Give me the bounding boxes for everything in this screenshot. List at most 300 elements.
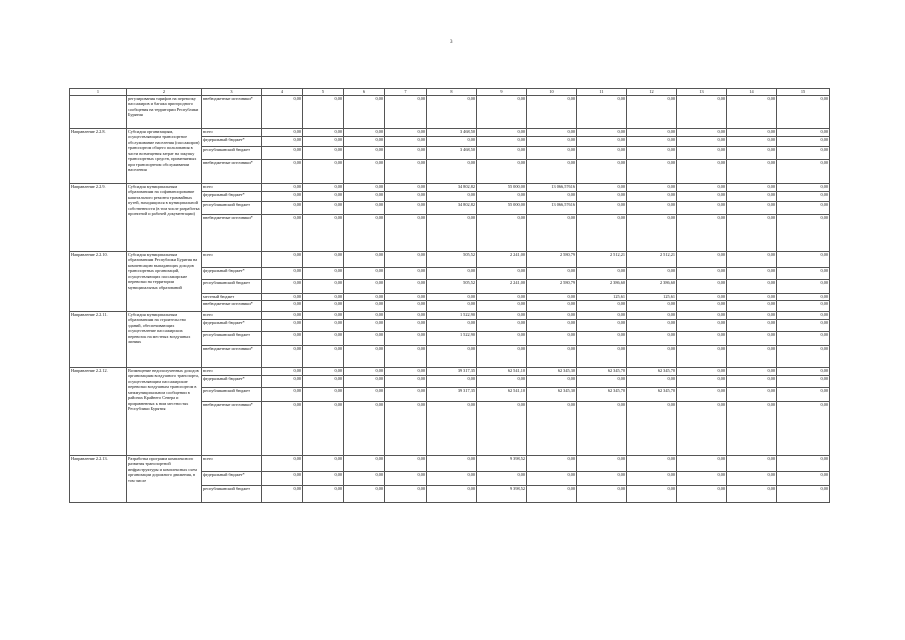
amount-cell: 2 241,00 [477,251,527,267]
amount-cell: 0,00 [385,267,427,279]
amount-cell: 0,00 [727,455,777,471]
amount-cell: 0,00 [262,251,303,267]
amount-cell: 62 345,70 [577,387,627,401]
amount-cell: 0,00 [527,267,577,279]
amount-cell: 0,00 [344,293,385,300]
amount-cell: 0,00 [627,455,677,471]
amount-cell: 0,00 [262,128,303,136]
amount-cell: 0,00 [344,279,385,293]
amount-cell: 0,00 [385,201,427,214]
amount-cell: 0,00 [527,293,577,300]
amount-cell: 505,52 [427,251,477,267]
funding-source: федеральный бюджет* [202,136,262,146]
amount-cell: 0,00 [303,345,344,367]
amount-cell: 0,00 [262,267,303,279]
amount-cell: 0,00 [385,345,427,367]
funding-source: всего [202,251,262,267]
amount-cell: 0,00 [677,367,727,375]
amount-cell: 0,00 [303,201,344,214]
amount-cell: 0,00 [627,485,677,502]
amount-cell: 0,00 [477,319,527,331]
amount-cell: 0,00 [677,387,727,401]
amount-cell: 0,00 [477,401,527,455]
amount-cell: 0,00 [527,401,577,455]
table-row [70,367,830,375]
amount-cell: 505,52 [427,279,477,293]
amount-cell: 39 317,35 [427,387,477,401]
amount-cell: 0,00 [777,128,830,136]
amount-cell: 0,00 [262,300,303,311]
amount-cell: 0,00 [344,455,385,471]
amount-cell: 0,00 [303,401,344,455]
amount-cell: 0,00 [777,279,830,293]
amount-cell: 0,00 [677,128,727,136]
amount-cell: 0,00 [777,267,830,279]
amount-cell: 0,00 [677,267,727,279]
amount-cell: 0,00 [303,300,344,311]
amount-cell: 1 522,90 [427,331,477,345]
amount-cell: 0,00 [777,191,830,201]
amount-cell: 0,00 [344,367,385,375]
amount-cell: 0,00 [477,293,527,300]
amount-cell: 0,00 [727,387,777,401]
amount-cell: 0,00 [303,455,344,471]
amount-cell: 0,00 [427,159,477,183]
amount-cell: 0,00 [727,191,777,201]
amount-cell: 0,00 [727,251,777,267]
amount-cell: 0,00 [385,293,427,300]
amount-cell: 0,00 [344,267,385,279]
amount-cell: 0,00 [677,136,727,146]
amount-cell: 0,00 [727,279,777,293]
amount-cell: 2 512,21 [577,251,627,267]
amount-cell: 0,00 [385,331,427,345]
amount-cell: 0,00 [385,136,427,146]
amount-cell: 39 317,35 [427,367,477,375]
amount-cell: 0,00 [427,401,477,455]
amount-cell: 0,00 [262,387,303,401]
amount-cell: 0,00 [627,311,677,319]
amount-cell: 0,00 [577,401,627,455]
amount-cell: 0,00 [777,401,830,455]
amount-cell: 0,00 [777,345,830,367]
amount-cell: 0,00 [677,311,727,319]
column-number-header: 5 [303,89,344,96]
amount-cell: 0,00 [577,319,627,331]
column-number-header: 3 [202,89,262,96]
amount-cell: 0,00 [477,375,527,387]
amount-cell: 125,61 [627,293,677,300]
amount-cell: 0,00 [727,485,777,502]
direction-description: Разработка программ комплексного развития транспортной инфраструктуры и комплексных схем организации дорожного движения, в том числе [127,455,202,502]
direction-code: Направление 2.2.8. [70,128,127,183]
amount-cell: 0,00 [385,214,427,251]
amount-cell: 0,00 [627,136,677,146]
amount-cell: 0,00 [427,136,477,146]
amount-cell: 0,00 [262,201,303,214]
amount-cell: 0,00 [385,485,427,502]
amount-cell: 0,00 [727,183,777,191]
amount-cell: 0,00 [777,300,830,311]
amount-cell: 0,00 [477,95,527,128]
amount-cell: 0,00 [577,345,627,367]
amount-cell: 0,00 [477,159,527,183]
direction-description: Возмещение недополученных доходов организациям воздушного транспорта, осуществляющим пассажирские перевозки воздушным транспортом в межмуниципальном сообщении в районах Крайнего Севера и приравненных к ним местностях Республики Бурятия [127,367,202,455]
funding-source: федеральный бюджет* [202,471,262,485]
amount-cell: 0,00 [427,375,477,387]
amount-cell: 0,00 [344,375,385,387]
amount-cell: 0,00 [577,128,627,136]
amount-cell: 0,00 [262,375,303,387]
amount-cell: 0,00 [385,300,427,311]
amount-cell: 0,00 [677,471,727,485]
amount-cell: 0,00 [527,485,577,502]
amount-cell: 0,00 [777,375,830,387]
amount-cell: 0,00 [303,251,344,267]
column-number-header: 10 [527,89,577,96]
amount-cell: 0,00 [527,331,577,345]
amount-cell: 0,00 [677,401,727,455]
amount-cell: 0,00 [627,201,677,214]
amount-cell: 0,00 [727,471,777,485]
amount-cell: 9 398,52 [477,455,527,471]
amount-cell: 0,00 [577,201,627,214]
amount-cell: 0,00 [677,293,727,300]
amount-cell: 0,00 [727,267,777,279]
amount-cell: 0,00 [727,331,777,345]
direction-code: Направление 2.2.10. [70,251,127,311]
amount-cell: 62 345,70 [627,367,677,375]
amount-cell: 0,00 [677,331,727,345]
amount-cell: 2 580,79 [527,279,577,293]
amount-cell: 0,00 [777,367,830,375]
direction-code: Направление 2.2.9. [70,183,127,251]
funding-source: республиканский бюджет [202,387,262,401]
amount-cell: 0,00 [344,345,385,367]
amount-cell: 0,00 [677,251,727,267]
amount-cell: 0,00 [344,387,385,401]
amount-cell: 0,00 [627,471,677,485]
funding-source: республиканский бюджет [202,485,262,502]
amount-cell: 0,00 [262,95,303,128]
amount-cell: 0,00 [627,401,677,455]
amount-cell: 0,00 [727,95,777,128]
funding-source: республиканский бюджет [202,146,262,159]
amount-cell: 62 345,70 [627,387,677,401]
amount-cell: 0,00 [777,311,830,319]
amount-cell: 0,00 [262,159,303,183]
funding-source: внебюджетные источники* [202,300,262,311]
amount-cell: 0,00 [427,191,477,201]
amount-cell: 0,00 [677,300,727,311]
amount-cell: 0,00 [577,191,627,201]
amount-cell: 0,00 [577,267,627,279]
amount-cell: 0,00 [727,159,777,183]
funding-source: республиканский бюджет [202,331,262,345]
funding-source: внебюджетные источники* [202,95,262,128]
amount-cell: 55 000,00 [477,201,527,214]
amount-cell: 0,00 [344,214,385,251]
amount-cell: 0,00 [527,128,577,136]
amount-cell: 0,00 [577,300,627,311]
amount-cell: 0,00 [477,300,527,311]
amount-cell: 0,00 [303,367,344,375]
amount-cell: 0,00 [344,311,385,319]
amount-cell: 0,00 [627,128,677,136]
amount-cell: 0,00 [527,214,577,251]
amount-cell: 0,00 [477,267,527,279]
amount-cell: 0,00 [477,146,527,159]
amount-cell: 0,00 [303,95,344,128]
amount-cell: 0,00 [627,267,677,279]
amount-cell: 0,00 [385,311,427,319]
amount-cell: 0,00 [677,485,727,502]
direction-description: Субсидия организациям, осуществляющим транспортное обслуживание населения (пассажиров) транспортом общего пользования в части возмещения затрат на закупку транспортных средств, применяемых при транспортном обслуживании населения [127,128,202,183]
amount-cell: 0,00 [677,455,727,471]
table-row [70,128,830,136]
amount-cell: 0,00 [727,319,777,331]
amount-cell: 0,00 [427,214,477,251]
amount-cell: 0,00 [777,136,830,146]
column-number-header: 14 [727,89,777,96]
amount-cell: 62 345,70 [577,367,627,375]
amount-cell: 0,00 [262,214,303,251]
amount-cell: 0,00 [385,387,427,401]
funding-source: местный бюджет [202,293,262,300]
amount-cell: 0,00 [262,367,303,375]
amount-cell: 0,00 [303,183,344,191]
amount-cell: 0,00 [344,159,385,183]
amount-cell: 0,00 [527,136,577,146]
funding-source: внебюджетные источники* [202,345,262,367]
amount-cell: 0,00 [777,201,830,214]
amount-cell: 13 066,57616 [527,183,577,191]
direction-description: Субсидия муниципальным образованиям на софинансирование капитального ремонта трамвайных путей, находящихся в муниципальной собственности (в том числе разработка проектной и рабочей документации) [127,183,202,251]
amount-cell: 0,00 [577,214,627,251]
column-number-header: 2 [127,89,202,96]
amount-cell: 0,00 [727,345,777,367]
column-number-header: 7 [385,89,427,96]
amount-cell: 0,00 [777,471,830,485]
amount-cell: 0,00 [344,136,385,146]
amount-cell: 0,00 [527,300,577,311]
amount-cell: 0,00 [627,159,677,183]
amount-cell: 0,00 [527,146,577,159]
amount-cell: 0,00 [727,311,777,319]
funding-source: всего [202,311,262,319]
amount-cell: 0,00 [627,319,677,331]
column-number-header: 15 [777,89,830,96]
amount-cell: 0,00 [777,485,830,502]
amount-cell: 2 386,60 [627,279,677,293]
amount-cell: 2 386,60 [577,279,627,293]
amount-cell: 0,00 [477,214,527,251]
amount-cell: 0,00 [385,251,427,267]
amount-cell: 2 512,21 [627,251,677,267]
funding-source: республиканский бюджет [202,201,262,214]
funding-source: всего [202,183,262,191]
amount-cell: 0,00 [262,311,303,319]
amount-cell: 3 468,50 [427,146,477,159]
funding-source: федеральный бюджет* [202,267,262,279]
table-body [70,89,830,503]
amount-cell: 0,00 [344,95,385,128]
amount-cell: 0,00 [627,331,677,345]
amount-cell: 2 241,00 [477,279,527,293]
amount-cell: 0,00 [577,375,627,387]
amount-cell: 0,00 [427,455,477,471]
direction-description: Субсидия муниципальным образованиям на строительство зданий, обеспечивающих осуществление пассажирских перевозок на местных воздушных линиях [127,311,202,367]
amount-cell: 0,00 [303,319,344,331]
direction-code [70,95,127,128]
direction-code: Направление 2.2.12. [70,367,127,455]
amount-cell: 0,00 [527,471,577,485]
amount-cell: 0,00 [577,455,627,471]
amount-cell: 0,00 [303,128,344,136]
column-number-header: 11 [577,89,627,96]
amount-cell: 0,00 [727,214,777,251]
funding-source: республиканский бюджет [202,279,262,293]
amount-cell: 0,00 [303,387,344,401]
amount-cell: 0,00 [777,214,830,251]
amount-cell: 0,00 [303,214,344,251]
amount-cell: 0,00 [627,375,677,387]
amount-cell: 0,00 [677,319,727,331]
amount-cell: 0,00 [477,471,527,485]
amount-cell: 1 522,90 [427,311,477,319]
amount-cell: 0,00 [527,345,577,367]
amount-cell: 0,00 [677,146,727,159]
budget-table [69,88,830,503]
amount-cell: 0,00 [344,319,385,331]
table-row [70,95,830,128]
amount-cell: 0,00 [303,159,344,183]
amount-cell: 0,00 [344,191,385,201]
amount-cell: 0,00 [262,345,303,367]
amount-cell: 0,00 [385,401,427,455]
column-number-header: 1 [70,89,127,96]
amount-cell: 0,00 [627,146,677,159]
amount-cell: 0,00 [677,95,727,128]
table-row [70,455,830,471]
amount-cell: 0,00 [385,146,427,159]
amount-cell: 0,00 [427,345,477,367]
table-row [70,183,830,191]
amount-cell: 0,00 [727,201,777,214]
amount-cell: 0,00 [727,293,777,300]
amount-cell: 0,00 [262,136,303,146]
amount-cell: 0,00 [427,471,477,485]
amount-cell: 0,00 [344,251,385,267]
amount-cell: 0,00 [627,214,677,251]
amount-cell: 0,00 [385,128,427,136]
amount-cell: 0,00 [303,267,344,279]
amount-cell: 0,00 [527,159,577,183]
direction-code: Направление 2.2.11. [70,311,127,367]
funding-source: внебюджетные источники* [202,214,262,251]
column-number-header: 4 [262,89,303,96]
amount-cell: 0,00 [385,279,427,293]
amount-cell: 0,00 [777,455,830,471]
amount-cell: 0,00 [727,401,777,455]
funding-source: внебюджетные источники* [202,159,262,183]
amount-cell: 0,00 [385,455,427,471]
amount-cell: 0,00 [385,95,427,128]
amount-cell: 0,00 [777,387,830,401]
funding-source: всего [202,128,262,136]
amount-cell: 0,00 [677,191,727,201]
amount-cell: 0,00 [727,375,777,387]
funding-source: федеральный бюджет* [202,191,262,201]
amount-cell: 0,00 [303,485,344,502]
amount-cell: 0,00 [777,95,830,128]
amount-cell: 0,00 [385,159,427,183]
amount-cell: 0,00 [477,345,527,367]
amount-cell: 0,00 [727,136,777,146]
amount-cell: 0,00 [477,311,527,319]
amount-cell: 13 066,57616 [527,201,577,214]
amount-cell: 0,00 [344,401,385,455]
amount-cell: 62 345,30 [527,367,577,375]
amount-cell: 0,00 [627,191,677,201]
amount-cell: 0,00 [262,279,303,293]
amount-cell: 0,00 [677,183,727,191]
amount-cell: 0,00 [385,191,427,201]
amount-cell: 0,00 [727,146,777,159]
amount-cell: 0,00 [303,375,344,387]
amount-cell: 0,00 [527,375,577,387]
amount-cell: 0,00 [477,136,527,146]
amount-cell: 0,00 [385,319,427,331]
amount-cell: 0,00 [344,331,385,345]
amount-cell: 55 000,00 [477,183,527,191]
amount-cell: 62 541,10 [477,367,527,375]
amount-cell: 0,00 [303,471,344,485]
amount-cell: 0,00 [477,191,527,201]
amount-cell: 0,00 [577,471,627,485]
direction-description: регулирования тарифов на перевозку пассажиров и багажа пригородного сообщения на территории Республики Бурятия [127,95,202,128]
amount-cell: 0,00 [427,485,477,502]
amount-cell: 62 541,10 [477,387,527,401]
amount-cell: 0,00 [527,319,577,331]
amount-cell: 0,00 [303,136,344,146]
funding-source: федеральный бюджет* [202,319,262,331]
amount-cell: 0,00 [303,331,344,345]
amount-cell: 0,00 [385,367,427,375]
amount-cell: 0,00 [427,300,477,311]
amount-cell: 0,00 [577,311,627,319]
table-row [70,251,830,267]
amount-cell: 9 398,52 [477,485,527,502]
amount-cell: 0,00 [344,201,385,214]
amount-cell: 0,00 [577,331,627,345]
amount-cell: 0,00 [427,293,477,300]
table-row [70,311,830,319]
amount-cell: 0,00 [344,128,385,136]
amount-cell: 0,00 [262,471,303,485]
amount-cell: 0,00 [627,95,677,128]
amount-cell: 0,00 [344,183,385,191]
amount-cell: 0,00 [577,183,627,191]
amount-cell: 0,00 [262,146,303,159]
amount-cell: 0,00 [262,183,303,191]
page-number: 3 [450,40,453,45]
amount-cell: 0,00 [262,293,303,300]
amount-cell: 0,00 [427,267,477,279]
amount-cell: 0,00 [262,191,303,201]
amount-cell: 0,00 [344,485,385,502]
amount-cell: 0,00 [777,146,830,159]
